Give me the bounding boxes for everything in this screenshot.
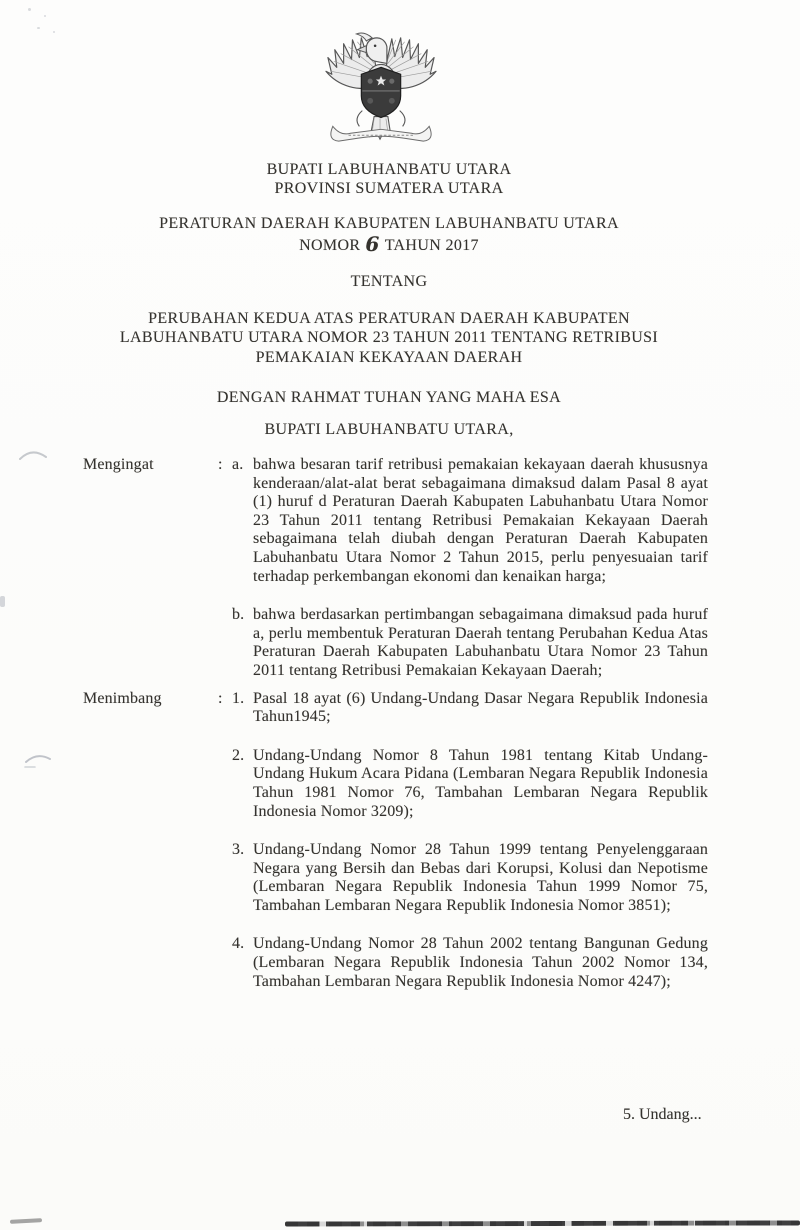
item-text: Undang-Undang Nomor 28 Tahun 1999 tentang Penyelenggaraan Negara yang Bersih dan Bebas dari Korupsi, Kolusi dan Nepotisme (Lembaran Negara Republik Indonesia Tahun 1999 Nomor 75, Tambahan Lembaran Negara Republik Indonesia Nomor 3851); (253, 841, 708, 914)
scan-speck (37, 27, 40, 29)
subject-line-2: LABUHANBATU UTARA NOMOR 23 TAHUN 2011 TENTANG RETRIBUSI (119, 329, 659, 347)
section-mengingat (83, 456, 708, 681)
section-colon: : (218, 456, 223, 473)
section-label: Mengingat (83, 456, 154, 473)
tahun-label: TAHUN 2017 (384, 236, 479, 254)
item-marker: 4. (232, 935, 245, 953)
document-body (83, 456, 708, 991)
garuda-pancasila-emblem (317, 30, 445, 148)
legal-basis-item-1 (232, 690, 708, 727)
item-text: bahwa besaran tarif retribusi pemakaian kekayaan daerah khususnya kenderaan/alat-alat berat sebagaimana dimaksud dalam Pasal 8 ayat (1) huruf d Peraturan Daerah Kabupaten Labuhanbatu Utara Nomor 23 Tahun 2011 tentang Retribusi Pemakaian Kekayaan Daerah sebagaimana telah diubah dengan Peraturan Daerah Kabupaten Labuhanbatu Utara Nomor 2 Tahun 2015, perlu penyesuaian tarif terhadap perkembangan ekonomi dan kenaikan harga; (253, 456, 708, 585)
letterhead-line-1: BUPATI LABUHANBATU UTARA (266, 161, 512, 178)
item-marker: 1. (232, 689, 245, 707)
legal-basis-item-4 (232, 935, 708, 991)
section-colon: : (218, 689, 223, 707)
handwritten-number: 6 (365, 231, 380, 256)
nomor-label: NOMOR (299, 236, 361, 254)
scan-bottom-mark (10, 1218, 42, 1224)
item-marker: 2. (232, 746, 245, 764)
item-text: Pasal 18 ayat (6) Undang-Undang Dasar Negara Republik Indonesia Tahun1945; (253, 689, 708, 726)
regulation-subject (0, 309, 778, 367)
tentang-label: TENTANG (350, 273, 428, 290)
item-text: Undang-Undang Nomor 28 Tahun 2002 tentang Bangunan Gedung (Lembaran Negara Republik Indonesia Tahun 2002 Nomor 134, Tambahan Lembaran Negara Republik Indonesia Nomor 4247); (253, 935, 708, 990)
scan-bottom-edge-line (285, 1220, 800, 1226)
section-label: Menimbang (83, 689, 162, 707)
margin-pen-mark (24, 750, 54, 770)
garuda-pancasila-emblem (317, 30, 445, 148)
invocation-line: DENGAN RAHMAT TUHAN YANG MAHA ESA (216, 389, 562, 406)
letterhead-line-2: PROVINSI SUMATERA UTARA (274, 179, 504, 197)
scan-edge-mark (0, 596, 5, 607)
section-menimbang (83, 690, 708, 992)
scan-speck (28, 8, 31, 11)
subject-line-1: PERUBAHAN KEDUA ATAS PERATURAN DAERAH KABUPATEN (148, 310, 630, 327)
regulation-title: PERATURAN DAERAH KABUPATEN LABUHANBATU UTARA (159, 215, 619, 232)
item-marker: a. (232, 456, 244, 473)
section-items (232, 456, 708, 681)
item-marker: 3. (232, 841, 245, 859)
margin-pen-mark (18, 446, 48, 462)
section-items (232, 690, 708, 992)
legal-basis-item-2 (232, 747, 708, 821)
enacting-authority: BUPATI LABUHANBATU UTARA, (264, 421, 514, 438)
item-text: Undang-Undang Nomor 8 Tahun 1981 tentang Kitab Undang-Undang Hukum Acara Pidana (Lembaran Negara Republik Indonesia Tahun 1981 Nomor 76, Tambahan Lembaran Negara Republik Indonesia Nomor 3209); (253, 746, 708, 820)
subject-line-3: PEMAKAIAN KEKAYAAN DAERAH (255, 348, 523, 366)
regulation-heading (0, 214, 778, 255)
letterhead (0, 161, 778, 199)
legal-basis-item-3 (232, 841, 708, 915)
consideration-item-b (232, 606, 708, 680)
scan-speck (44, 15, 46, 17)
consideration-item-a (232, 456, 708, 586)
page-catchword: 5. Undang... (623, 1106, 702, 1123)
regulation-number-line (0, 231, 778, 256)
item-marker: b. (232, 606, 245, 624)
item-text: bahwa berdasarkan pertimbangan sebagaimana dimaksud pada huruf a, perlu membentuk Peraturan Daerah tentang Perubahan Kedua Atas Peraturan Daerah Kabupaten Labuhanbatu Utara Nomor 23 Tahun 2011 tentang Retribusi Pemakaian Kekayaan Daerah; (253, 606, 708, 679)
scan-speck (53, 31, 55, 33)
